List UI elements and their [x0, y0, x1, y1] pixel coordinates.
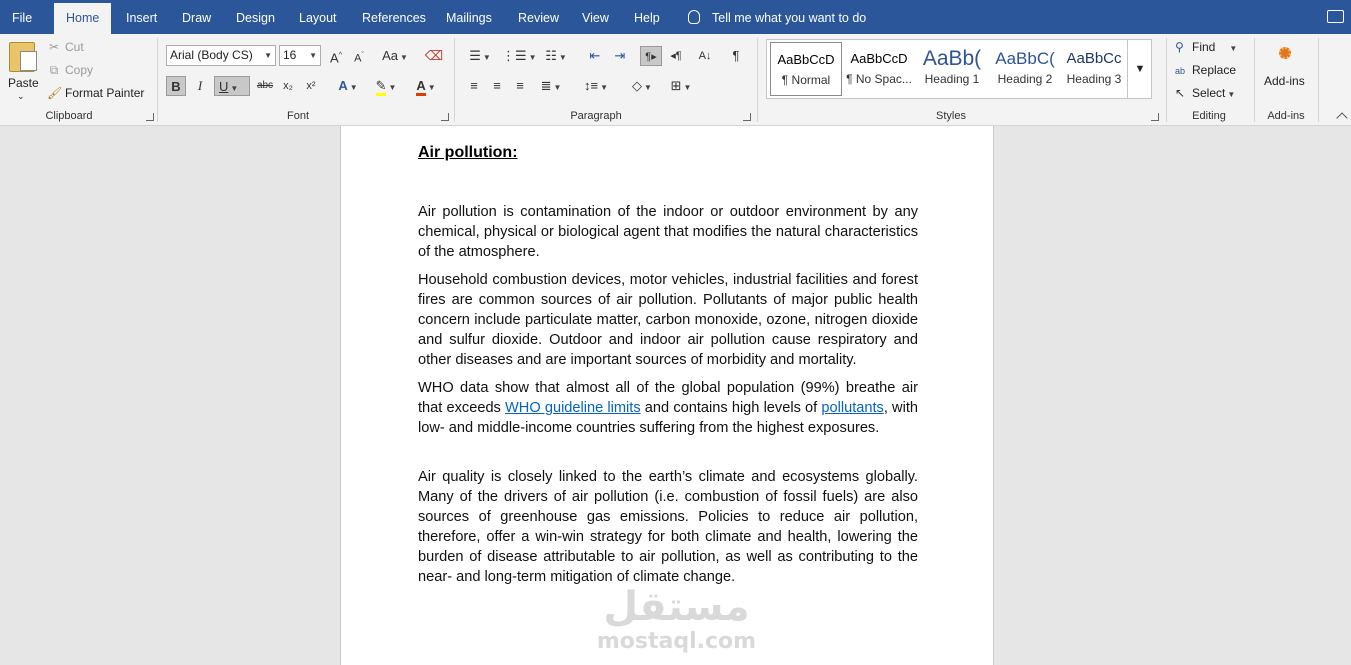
align-center-icon[interactable]: ≡ [493, 78, 501, 93]
font-size-box[interactable] [279, 45, 321, 66]
clipboard-launcher-icon[interactable] [146, 113, 154, 121]
watermark-arabic: مستقل [603, 584, 750, 630]
select-label: Select [1192, 86, 1226, 100]
replace-label: Replace [1192, 63, 1237, 77]
styles-more-icon[interactable]: ▼ [1127, 39, 1152, 99]
style-no-spacing[interactable] [843, 42, 915, 96]
tab-design[interactable]: Design [236, 11, 275, 25]
text-effects-icon[interactable]: A ▼ [338, 78, 358, 93]
paste-icon[interactable] [9, 42, 35, 72]
watermark-logo [594, 584, 759, 654]
tab-mailings[interactable]: Mailings [446, 11, 492, 25]
italic-button[interactable]: I [197, 78, 203, 93]
style-preview: AaBbC( [995, 49, 1055, 68]
comments-icon[interactable] [1327, 10, 1344, 23]
collapse-ribbon-icon[interactable] [1336, 112, 1347, 123]
addins-group-label: Add-ins [1267, 110, 1305, 122]
addins-icon[interactable] [1279, 47, 1291, 59]
copy-icon: ⧉ [49, 63, 59, 77]
style-preview: AaBb( [922, 47, 982, 70]
tell-me-search[interactable] [688, 0, 866, 34]
paragraph-3-text-a: WHO data show that almost all of the global population (99%) breathe air that exceeds [418, 380, 918, 416]
paragraph-launcher-icon[interactable] [743, 113, 751, 121]
underline-button[interactable]: U ▼ [214, 76, 250, 96]
change-case-button[interactable]: Aa ▼ [382, 48, 408, 63]
paragraph-group-label: Paragraph [570, 110, 622, 122]
paragraph-3 [418, 378, 918, 438]
font-color-button[interactable]: A ▼ [410, 76, 442, 96]
underline-label: U [219, 79, 229, 94]
font-size-value: 16 [283, 48, 297, 62]
watermark-latin: mostaql.com [596, 629, 757, 654]
copy-label: Copy [65, 63, 94, 77]
copy-button[interactable] [47, 63, 93, 78]
multilevel-list-icon[interactable]: ☷ ▼ [545, 48, 567, 63]
tab-layout[interactable]: Layout [299, 11, 337, 25]
search-icon: ⚲ [1175, 40, 1184, 54]
grow-font-icon[interactable]: A^ [330, 50, 342, 66]
tab-review[interactable]: Review [518, 11, 559, 25]
tab-help[interactable]: Help [634, 11, 660, 25]
styles-group-label: Styles [936, 110, 966, 122]
style-name: Heading 2 [997, 72, 1053, 86]
document-area [0, 126, 1351, 665]
who-guideline-link[interactable]: WHO guideline limits [505, 400, 641, 416]
style-name: Heading 1 [924, 72, 980, 86]
style-name: ¶ No Spac... [846, 72, 912, 86]
lightbulb-icon [688, 10, 700, 24]
cut-button[interactable] [47, 40, 84, 54]
align-right-icon[interactable]: ≡ [516, 78, 524, 93]
styles-launcher-icon[interactable] [1151, 113, 1159, 121]
right-to-left-icon[interactable]: ◂¶ [670, 50, 682, 62]
tell-me-label: Tell me what you want to do [712, 11, 867, 25]
style-preview: AaBbCcD [777, 52, 835, 67]
chevron-down-icon: ▼ [264, 51, 272, 60]
borders-icon[interactable]: ⊞ ▼ [670, 78, 692, 93]
style-heading-3[interactable] [1058, 42, 1130, 96]
font-color-label: A [416, 78, 425, 96]
replace-button[interactable] [1175, 63, 1236, 77]
line-spacing-icon[interactable]: ↕≡ ▼ [583, 78, 608, 93]
highlight-color-icon[interactable]: ✎ ▼ [370, 76, 402, 96]
divider [454, 38, 455, 122]
cursor-icon: ↖ [1175, 86, 1186, 100]
style-preview: AaBbCcD [850, 51, 908, 66]
change-case-label: Aa [382, 48, 398, 63]
style-heading-1[interactable] [916, 42, 988, 96]
paragraph-1: Air pollution is contamination of the indoor or outdoor environment by any chemical, physical or biological agent that modifies the natural characteristics of the atmosphere. [418, 204, 918, 260]
find-label: Find [1192, 40, 1216, 54]
tab-draw[interactable]: Draw [182, 11, 212, 25]
paste-button[interactable]: Paste [8, 76, 39, 90]
tab-view[interactable]: View [582, 11, 609, 25]
format-painter-label: Format Painter [65, 86, 145, 100]
paragraph-3-text-b: and contains high levels of [640, 400, 822, 416]
style-name: ¶ Normal [781, 73, 831, 87]
paragraph-4: Air quality is closely linked to the earth’s climate and ecosystems globally. Many of the drivers of air pollution (i.e. combustion of fossil fuels) are also sources of greenhouse gas emissions. Policies to reduce air pollution, therefore, offer a win-win strategy for both climate and health, lowering the burden of disease attributable to air pollution, as well as contributing to the near- and long-term mitigation of climate change. [418, 469, 918, 585]
font-name-box[interactable] [166, 45, 276, 66]
style-normal[interactable] [770, 42, 842, 96]
addins-button[interactable]: Add-ins [1264, 74, 1305, 88]
tab-file[interactable]: File [12, 11, 33, 25]
divider [1254, 38, 1255, 122]
show-formatting-marks-icon[interactable]: ¶ [732, 48, 740, 63]
divider [1166, 38, 1167, 122]
style-name: Heading 3 [1066, 72, 1122, 86]
replace-icon: ab [1175, 66, 1186, 76]
justify-icon[interactable]: ≣ ▼ [540, 78, 562, 93]
superscript-button[interactable]: x² [306, 80, 316, 92]
menu-bar [0, 0, 1351, 34]
pollutants-link[interactable]: pollutants [821, 400, 884, 416]
divider [1318, 38, 1319, 122]
ribbon [0, 34, 1351, 126]
clipboard-group-label: Clipboard [45, 110, 93, 122]
chevron-down-icon: ▼ [309, 51, 317, 60]
style-preview: AaBbCc [1066, 50, 1122, 67]
paragraph-3-text-c: , with low- and middle-income countries suffering from the highest exposures. [418, 400, 919, 436]
font-launcher-icon[interactable] [441, 113, 449, 121]
format-painter-button[interactable] [47, 86, 144, 100]
tab-home[interactable]: Home [54, 3, 111, 34]
clear-formatting-icon[interactable]: ⌫ [424, 48, 444, 63]
left-to-right-icon[interactable]: ¶▸ [640, 46, 662, 66]
align-left-icon[interactable]: ≡ [470, 78, 478, 93]
document-heading: Air pollution: [418, 144, 518, 161]
style-heading-2[interactable] [989, 42, 1061, 96]
increase-indent-icon[interactable]: ⇥ [614, 48, 626, 63]
paintbrush-icon: 🖌 [47, 86, 63, 100]
paragraph-2: Household combustion devices, motor vehicles, industrial facilities and forest fires are common sources of air pollution. Pollutants of major public health concern include particulate matter, carbon monoxide, ozone, nitrogen dioxide and sulfur dioxide. Outdoor and indoor air pollution cause respiratory and other diseases and are important sources of morbidity and mortality. [418, 272, 918, 368]
bold-button[interactable]: B [166, 76, 186, 96]
strikethrough-button[interactable]: abc [256, 80, 274, 91]
subscript-button[interactable]: x₂ [283, 80, 293, 92]
shading-icon[interactable]: ◇ ▼ [632, 78, 652, 93]
font-name-value: Arial (Body CS) [170, 48, 253, 62]
sort-icon[interactable]: A↓ [698, 50, 712, 62]
bullets-icon[interactable]: ☰ ▼ [469, 48, 491, 63]
decrease-indent-icon[interactable]: ⇤ [589, 48, 601, 63]
tab-insert[interactable]: Insert [126, 11, 158, 25]
find-button[interactable]: ⚲ Find ▼ [1175, 40, 1238, 54]
cut-label: Cut [65, 40, 84, 54]
document-page[interactable] [340, 126, 994, 665]
scissors-icon: ✂ [48, 40, 60, 54]
select-button[interactable]: ↖ Select ▼ [1175, 86, 1236, 100]
numbering-icon[interactable]: ⋮☰ ▼ [502, 48, 537, 63]
tab-references[interactable]: References [362, 11, 426, 25]
styles-gallery [766, 39, 1152, 99]
editing-group-label: Editing [1192, 110, 1226, 122]
shrink-font-icon[interactable]: $A^ˇ$ [354, 52, 364, 65]
font-group-label: Font [286, 110, 309, 122]
paste-dropdown-icon[interactable]: ⌄ [17, 91, 25, 101]
